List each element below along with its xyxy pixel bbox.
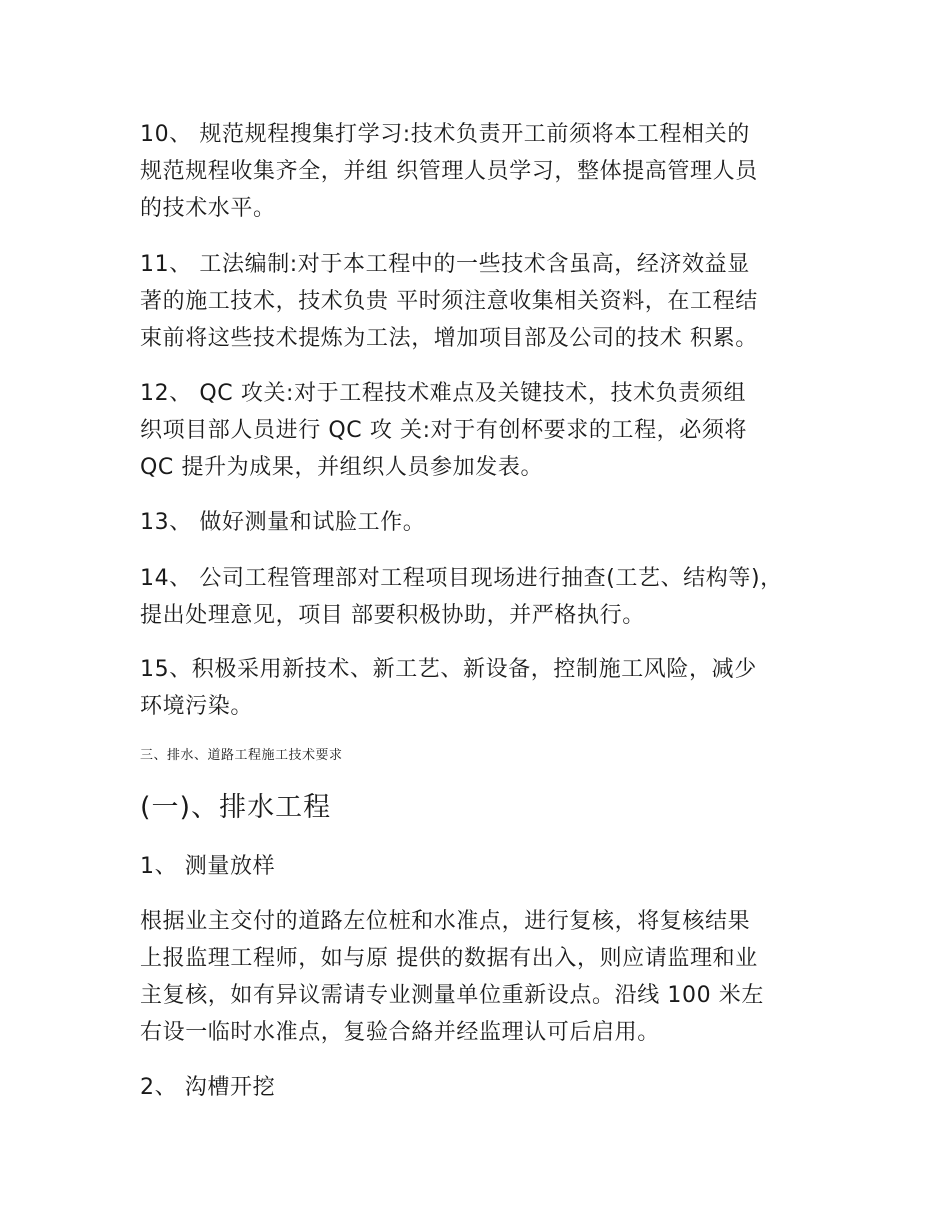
text-line: 著的施工技术，技术负贵 平时须注意收集相关资料，在工程结 (140, 289, 758, 314)
text-line: 13、 做好测量和试脸工作。 (140, 510, 426, 535)
item-12-paragraph (140, 375, 830, 486)
text-line: 环境污染。 (140, 694, 254, 719)
step-2-title (140, 1069, 830, 1106)
text-line: 右设一临时水准点，复验合絡并经监理认可后启用。 (140, 1020, 660, 1045)
text-line: 根据业主交付的道路左位桩和水准点，进行复核，将复核结果 (140, 909, 751, 934)
text-line: 规范规程收集齐全，并组 织管理人员学习，整体提高管理人员 (140, 159, 758, 184)
text-line: 15、积极采用新技术、新工艺、新设备，控制施工风险，减少 (140, 657, 757, 682)
step-1-body (140, 903, 830, 1051)
item-10-paragraph (140, 116, 830, 227)
step-1-title (140, 848, 830, 885)
section-heading: 三、排水、道路工程施工技术要求 (140, 748, 343, 763)
subsection-heading: (一)、排水工程 (140, 792, 332, 823)
text-line: 提出处理意见，项目 部要积极协助，并严格执行。 (140, 603, 645, 628)
text-line: 束前将这些技术提炼为工法，增加项目部及公司的技术 积累。 (140, 326, 758, 351)
text-line: 主复核，如有异议需请专业测量单位重新设点。沿线 100 米左 (140, 983, 764, 1008)
text-line: 12、 QC 攻关:对于工程技术难点及关键技术，技术负责须组 (140, 381, 747, 406)
text-line: 1、 测量放样 (140, 854, 276, 879)
item-11-paragraph (140, 246, 830, 357)
item-15-paragraph (140, 651, 830, 725)
text-line: 的技术水平。 (140, 196, 276, 221)
text-line: 14、 公司工程管理部对工程项目现场进行抽查(工艺、结构等)， (140, 566, 783, 591)
text-line: 织项目部人员进行 QC 攻 关:对于有创杯要求的工程，必须将 (140, 418, 748, 443)
text-line: 11、 工法编制:对于本工程中的一些技术含虽高，经济效益显 (140, 252, 750, 277)
text-line: QC 提升为成果，并组织人员参加发表。 (140, 455, 544, 480)
item-14-paragraph (140, 560, 830, 634)
text-line: 10、 规范规程搜集打学习:技术负责开工前须将本工程相关的 (140, 122, 750, 147)
item-13-paragraph (140, 504, 830, 541)
text-line: 2、 沟槽开挖 (140, 1075, 276, 1100)
text-line: 上报监理工程师，如与原 提供的数据有出入，则应请监理和业 (140, 946, 758, 971)
